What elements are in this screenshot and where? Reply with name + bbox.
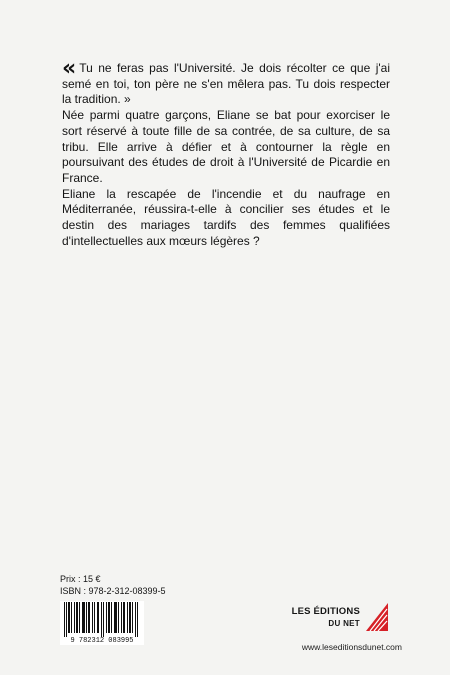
opening-quote-mark: « <box>62 56 77 81</box>
barcode <box>60 601 144 645</box>
isbn-label: ISBN : 978-2-312-08399-5 <box>60 586 166 596</box>
blurb-paragraph-quote <box>62 56 390 108</box>
publisher-name-line2: DU NET <box>328 619 360 628</box>
publisher-website: www.leseditionsdunet.com <box>301 642 402 652</box>
publisher-mark-icon <box>362 601 390 633</box>
publisher-logo <box>290 600 402 634</box>
blurb-text <box>62 56 390 249</box>
blurb-paragraph: Eliane la rescapée de l'incendie et du naufrage en Méditerranée, réussira-t-elle à concilier ses études et le destin des mariages tardifs des femmes qualifiées d'intellectuelles aux mœurs légères ? <box>62 186 390 248</box>
publisher-name-line1: LES ÉDITIONS <box>291 606 360 617</box>
price-isbn-block <box>60 573 166 597</box>
barcode-digits: 9 782312 083995 <box>60 637 144 645</box>
barcode-bars-icon <box>60 601 144 637</box>
blurb-quote-text: Tu ne feras pas l'Université. Je dois récolter ce que j'ai semé en toi, ton père ne s'en mêlera pas. Tu dois respecter la tradition. » <box>62 61 390 107</box>
blurb-paragraph: Née parmi quatre garçons, Eliane se bat pour exorciser le sort réservé à toute fille de sa contrée, de sa culture, de sa tribu. Elle arrive à défier et à contourner la règle en poursuivant des études de droit à l'Université de Picardie en France. <box>62 108 390 185</box>
price-label: Prix : 15 € <box>60 574 101 584</box>
